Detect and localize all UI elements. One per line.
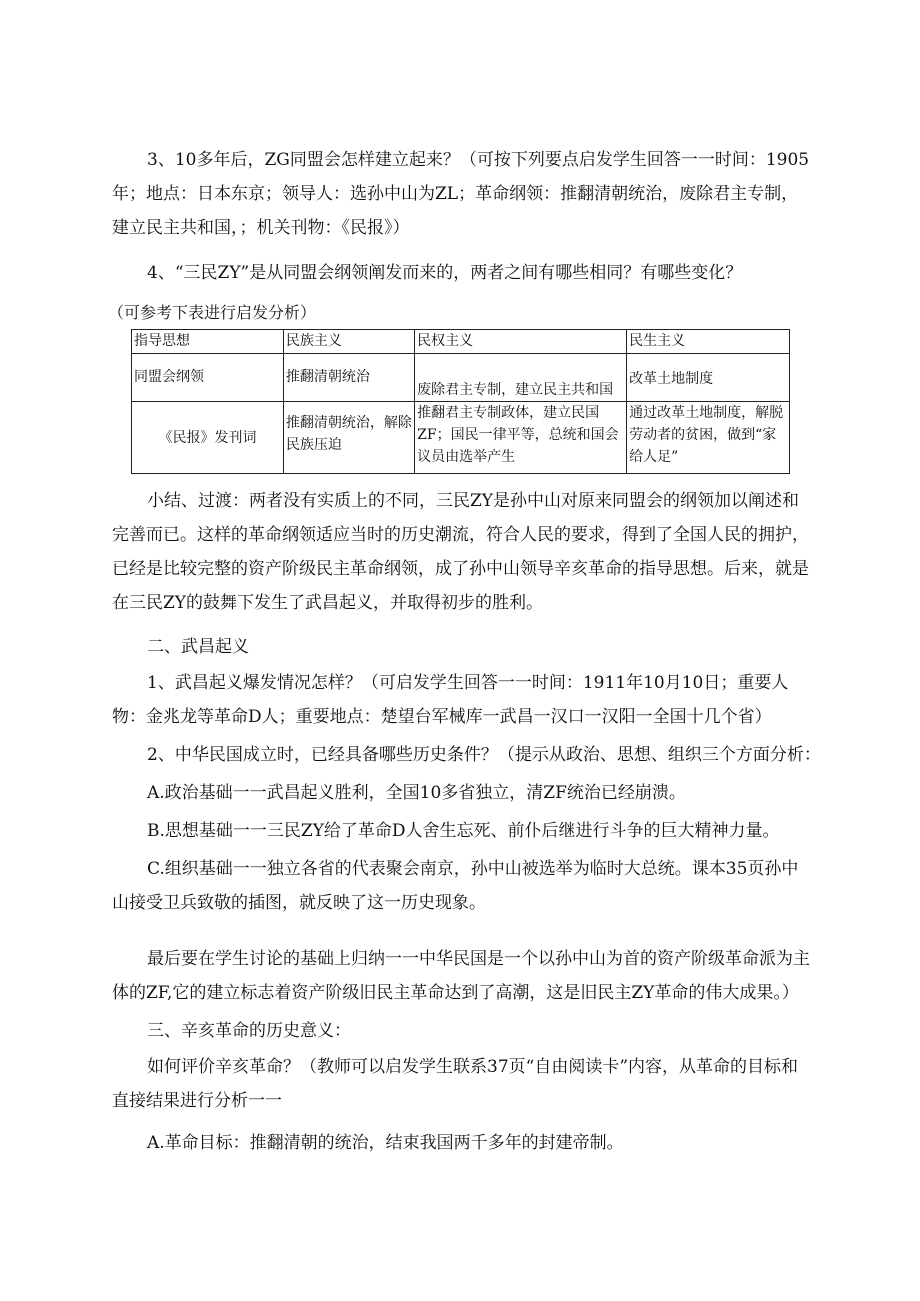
paragraph-conclusion: 最后要在学生讨论的基础上归纳一一中华民国是一个以孙中山为首的资产阶级革命派为主体的ZF,它的建立标志着资产阶级旧民主革命达到了高潮，这是旧民主ZY革命的伟大成果。） [112, 949, 810, 1003]
table-cell: 推翻君主专制政体，建立民国ZF；国民一律平等，总统和国会议员由选举产生 [415, 402, 627, 474]
table-header-row [132, 330, 790, 354]
paragraph-point-b: B.思想基础一一三民ZY给了革命D人舍生忘死、前仆后继进行斗争的巨大精神力量。 [147, 821, 780, 841]
paragraph-s2-q1: 1、武昌起义爆发情况怎样？（可启发学生回答一一时间：1911年10月10日；重要人物：金兆龙等革命D人；重要地点：楚望台军械库一武昌一汉口一汉阳一全国十几个省） [112, 673, 789, 727]
table-cell: 推翻清朝统治 [283, 354, 414, 402]
paragraph-q4: 4、“三民ZY”是从同盟会纲领阐发而来的，两者之间有哪些相同？有哪些变化？ [147, 263, 743, 283]
paragraph-summary: 小结、过渡：两者没有实质上的不同，三民ZY是孙中山对原来同盟会的纲领加以阐述和完善而已。这样的革命纲领适应当时的历史潮流，符合人民的要求，得到了全国人民的拥护，已经是比较完整的资产阶级民主革命纲领，成了孙中山领导辛亥革命的指导思想。后来，就是在三民ZY的鼓舞下发生了武昌起义，并取得初步的胜利。 [112, 491, 809, 613]
section-heading-2: 二、武昌起义 [147, 637, 249, 657]
section-heading-3: 三、辛亥革命的历史意义： [147, 1021, 351, 1041]
header-cell: 民权主义 [415, 330, 627, 354]
comparison-table [131, 329, 790, 474]
paragraph-s2-q2: 2、中华民国成立时，已经具备哪些历史条件？（提示从政治、思想、组织三个方面分析： [147, 745, 821, 765]
table-row [132, 354, 790, 402]
table-cell: 废除君主专制，建立民主共和国 [415, 354, 627, 402]
paragraph-goal-a: A.革命目标：推翻清朝的统治，结束我国两千多年的封建帝制。 [147, 1133, 624, 1153]
paragraph-evaluate: 如何评价辛亥革命？（教师可以启发学生联系37页“自由阅读卡”内容，从革命的目标和直接结果进行分析一一 [112, 1057, 799, 1111]
table-cell: 推翻清朝统治，解除民族压迫 [283, 402, 414, 474]
table-cell: 通过改革土地制度，解脱劳动者的贫困，做到“家给人足” [627, 402, 790, 474]
table-cell: 同盟会纲领 [132, 354, 284, 402]
table-row [132, 402, 790, 474]
paragraph-q3: 3、10多年后，ZG同盟会怎样建立起来？（可按下列要点启发学生回答一一时间：1905年；地点：日本东京；领导人：选孙中山为ZL；革命纲领：推翻清朝统治，废除君主专制，建立民主共和国，；机关刊物：《民报》） [112, 150, 810, 238]
paragraph-point-a: A.政治基础一一武昌起义胜利，全国10多省独立，清ZF统治已经崩溃。 [147, 783, 686, 803]
header-cell: 民族主义 [283, 330, 414, 354]
table-cell: 改革土地制度 [627, 354, 790, 402]
table-cell: 《民报》发刊词 [132, 402, 284, 474]
paragraph-point-c: C.组织基础一一独立各省的代表聚会南京，孙中山被选举为临时大总统。课本35页孙中山接受卫兵致敬的插图，就反映了这一历史现象。 [112, 859, 799, 913]
header-cell: 民生主义 [627, 330, 790, 354]
table-hint: （可参考下表进行启发分析） [108, 303, 317, 322]
header-cell: 指导思想 [132, 330, 284, 354]
